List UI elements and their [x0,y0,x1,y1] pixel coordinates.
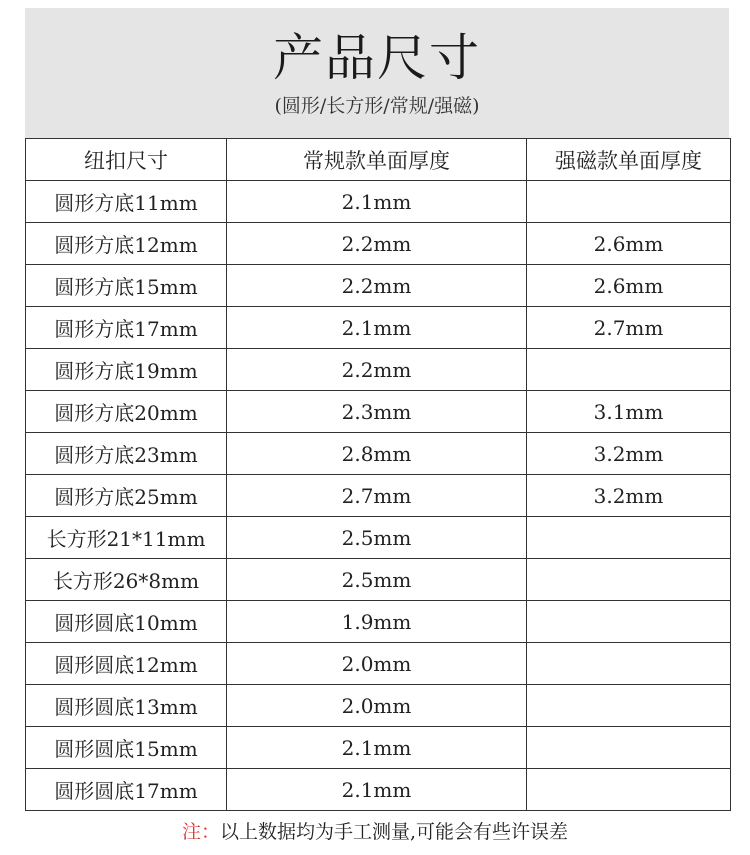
table-row [26,433,731,475]
cell-strong-thickness [527,517,731,559]
cell-strong-thickness: 3.2mm [527,433,731,475]
table-row [26,727,731,769]
size-table [25,138,731,811]
column-header-strong-thickness: 强磁款单面厚度 [527,139,731,181]
cell-strong-thickness: 3.1mm [527,391,731,433]
cell-regular-thickness: 2.5mm [227,517,527,559]
cell-size: 圆形方底12mm [26,223,227,265]
cell-size: 圆形圆底12mm [26,643,227,685]
cell-regular-thickness: 2.8mm [227,433,527,475]
cell-strong-thickness [527,643,731,685]
table-row [26,265,731,307]
table-row [26,517,731,559]
cell-strong-thickness [527,349,731,391]
table-header-row [26,139,731,181]
cell-strong-thickness [527,727,731,769]
table-row [26,685,731,727]
cell-strong-thickness [527,559,731,601]
table-row [26,643,731,685]
table-body [26,181,731,811]
cell-size: 圆形方底23mm [26,433,227,475]
table-row [26,223,731,265]
cell-regular-thickness: 2.2mm [227,265,527,307]
table-row [26,769,731,811]
cell-size: 圆形圆底10mm [26,601,227,643]
table-row [26,475,731,517]
cell-regular-thickness: 2.0mm [227,685,527,727]
cell-regular-thickness: 2.5mm [227,559,527,601]
column-header-regular-thickness: 常规款单面厚度 [227,139,527,181]
cell-strong-thickness [527,601,731,643]
table-row [26,559,731,601]
cell-regular-thickness: 2.1mm [227,181,527,223]
cell-regular-thickness: 2.3mm [227,391,527,433]
cell-regular-thickness: 2.2mm [227,223,527,265]
cell-regular-thickness: 2.7mm [227,475,527,517]
cell-size: 圆形方底25mm [26,475,227,517]
cell-size: 长方形21*11mm [26,517,227,559]
cell-regular-thickness: 2.1mm [227,727,527,769]
cell-regular-thickness: 2.1mm [227,307,527,349]
cell-strong-thickness: 2.6mm [527,223,731,265]
table-row [26,601,731,643]
cell-size: 圆形圆底15mm [26,727,227,769]
title-banner [25,8,729,138]
table-row [26,349,731,391]
cell-regular-thickness: 2.1mm [227,769,527,811]
page-title: 产品尺寸 [273,29,481,87]
cell-size: 圆形方底20mm [26,391,227,433]
disclaimer-note [0,817,750,844]
cell-regular-thickness: 1.9mm [227,601,527,643]
cell-size: 圆形方底15mm [26,265,227,307]
table-row [26,391,731,433]
cell-size: 圆形圆底13mm [26,685,227,727]
cell-regular-thickness: 2.0mm [227,643,527,685]
note-label: 注： [181,821,220,843]
cell-size: 圆形圆底17mm [26,769,227,811]
cell-strong-thickness [527,769,731,811]
cell-size: 圆形方底11mm [26,181,227,223]
cell-regular-thickness: 2.2mm [227,349,527,391]
cell-strong-thickness: 2.7mm [527,307,731,349]
note-text: 以上数据均为手工测量,可能会有些许误差 [219,821,569,843]
column-header-size: 纽扣尺寸 [26,139,227,181]
cell-strong-thickness [527,181,731,223]
cell-size: 圆形方底19mm [26,349,227,391]
table-row [26,181,731,223]
cell-size: 长方形26*8mm [26,559,227,601]
cell-size: 圆形方底17mm [26,307,227,349]
page-subtitle: (圆形/长方形/常规/强磁) [274,95,480,117]
cell-strong-thickness: 2.6mm [527,265,731,307]
cell-strong-thickness [527,685,731,727]
cell-strong-thickness: 3.2mm [527,475,731,517]
table-row [26,307,731,349]
